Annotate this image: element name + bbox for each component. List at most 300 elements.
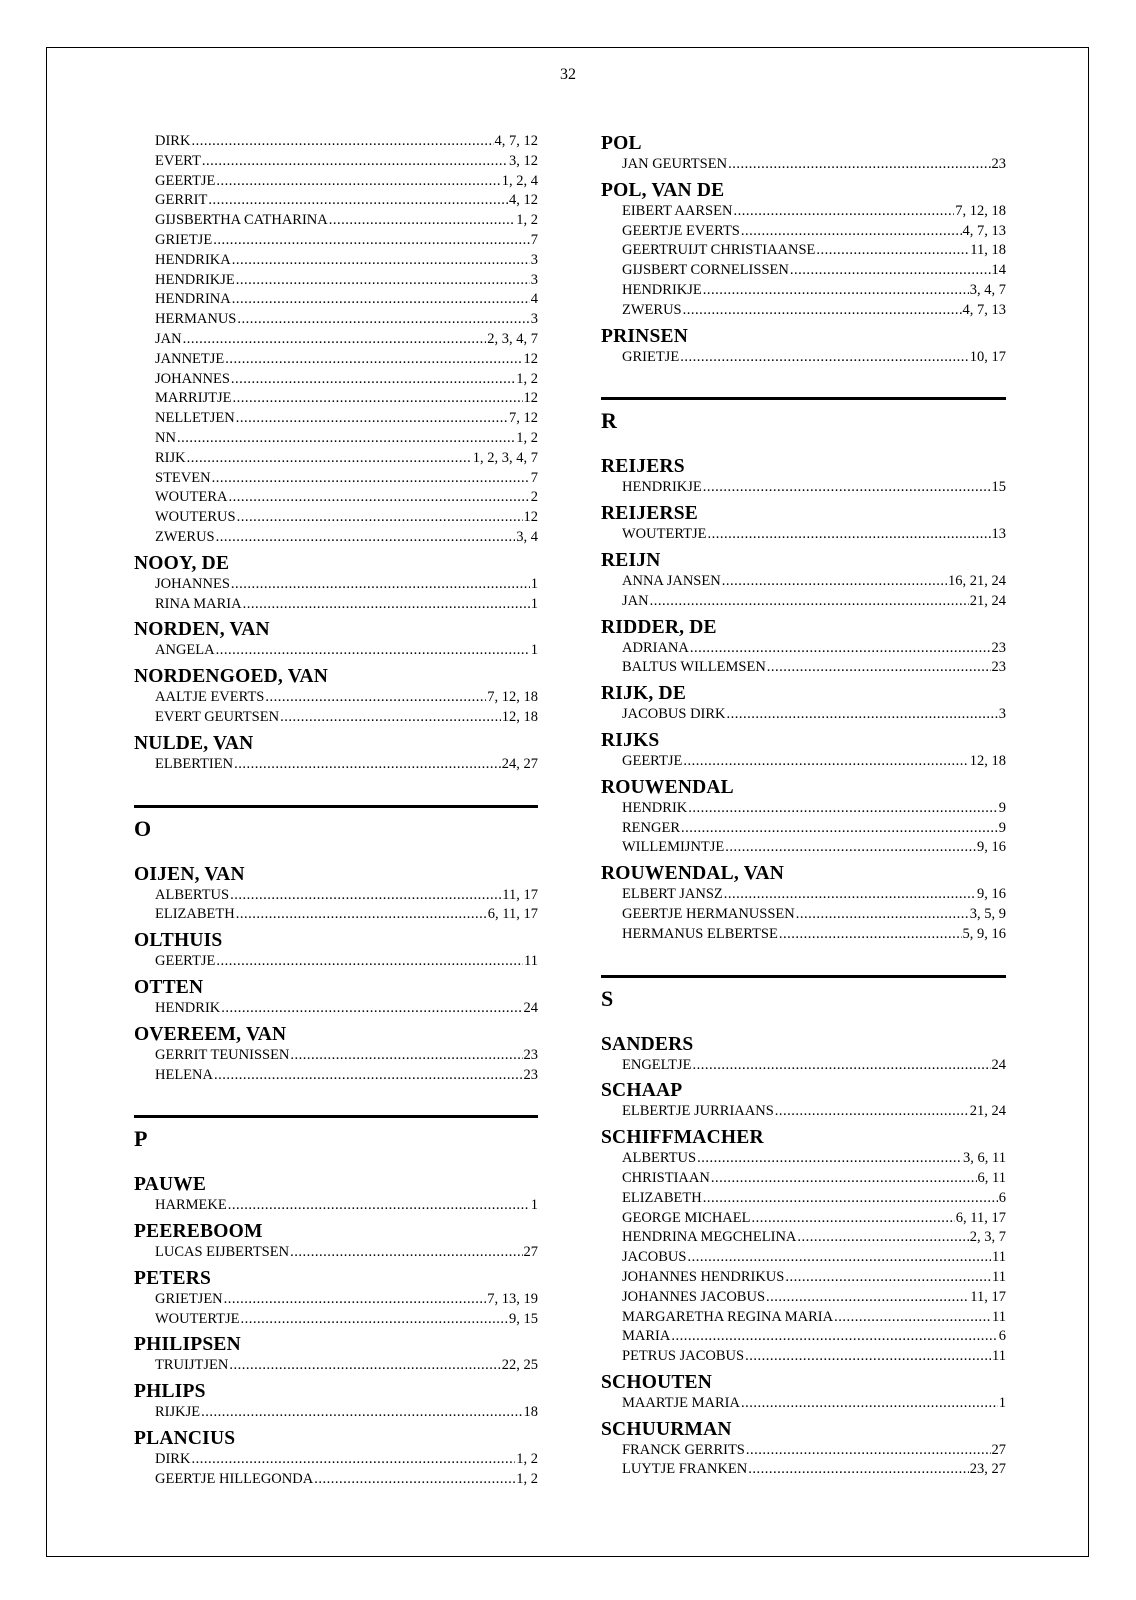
dot-leader	[703, 281, 969, 301]
given-name: GRIETJEN	[155, 1290, 223, 1307]
page-references: 4, 7, 13	[962, 301, 1006, 318]
letter-heading: O	[134, 815, 152, 841]
index-entry	[134, 1310, 538, 1330]
given-name: ALBERTUS	[155, 886, 230, 903]
letter-divider-rule	[601, 397, 1006, 400]
given-name: DIRK	[155, 133, 191, 149]
index-entry	[601, 241, 1006, 261]
given-name: ALBERTUS	[622, 1150, 697, 1167]
surname-heading: ROUWENDAL, VAN	[601, 863, 785, 885]
index-entry	[134, 429, 538, 449]
index-entry	[134, 310, 538, 330]
surname-group	[134, 863, 538, 926]
page-references: 3, 4	[516, 528, 538, 545]
index-entry	[134, 708, 538, 728]
letter-heading: P	[134, 1126, 148, 1152]
surname-heading: REIJERS	[601, 456, 685, 478]
dot-leader	[728, 155, 990, 175]
surname-heading: SANDERS	[601, 1033, 694, 1055]
dot-leader	[234, 755, 501, 775]
surname-group	[134, 665, 538, 728]
given-name: ZWERUS	[622, 301, 682, 318]
page-references: 3, 4, 7	[969, 281, 1006, 298]
dot-leader	[650, 592, 969, 612]
index-entry	[601, 525, 1006, 545]
page-references: 14	[991, 262, 1006, 279]
surname-group	[134, 1267, 538, 1330]
dot-leader	[775, 1102, 969, 1122]
page-references: 23	[991, 639, 1006, 656]
page-references: 27	[523, 1244, 538, 1261]
index-entry	[601, 1460, 1006, 1480]
surname-group	[134, 1427, 538, 1490]
given-name: ELIZABETH	[155, 906, 235, 923]
dot-leader	[688, 799, 998, 819]
given-name: HENDRIKJE	[155, 271, 235, 288]
index-entry	[601, 222, 1006, 242]
index-entry	[601, 1102, 1006, 1122]
dot-leader	[767, 658, 991, 678]
page-references: 5, 9, 16	[962, 925, 1006, 942]
given-name: HENDRIKJE	[622, 479, 702, 496]
index-entry	[134, 575, 538, 595]
surname-heading: SCHAAP	[601, 1080, 683, 1102]
dot-leader	[690, 639, 991, 659]
index-entry	[601, 1209, 1006, 1229]
index-entry	[134, 641, 538, 661]
given-name: GRIETJE	[622, 348, 680, 365]
given-name: EVERT GEURTSEN	[155, 708, 280, 725]
index-entry	[134, 152, 538, 172]
page-references: 7	[530, 231, 538, 248]
dot-leader	[233, 389, 523, 409]
index-entry	[601, 572, 1006, 592]
given-name: GERRIT	[155, 192, 208, 209]
page-references: 23	[991, 659, 1006, 676]
page-references: 1	[530, 642, 538, 659]
index-entry	[134, 488, 538, 508]
surname-group	[134, 1333, 538, 1376]
dot-leader	[746, 1441, 991, 1461]
given-name: HENDRIK	[622, 799, 688, 816]
surname-heading: SCHIFFMACHER	[601, 1127, 764, 1149]
dot-leader	[231, 575, 530, 595]
surname-group	[601, 1418, 1006, 1481]
index-entry	[601, 838, 1006, 858]
page-references: 6, 11, 17	[955, 1209, 1006, 1226]
surname-group	[134, 976, 538, 1019]
page-references: 1, 2, 3, 4, 7	[472, 449, 538, 466]
index-entry	[134, 1450, 538, 1470]
page-references: 12	[523, 390, 538, 407]
dot-leader	[741, 222, 962, 242]
page-references: 23, 27	[969, 1461, 1006, 1478]
surname-heading: PLANCIUS	[134, 1428, 236, 1450]
surname-group	[134, 1173, 538, 1216]
surname-heading: RIDDER, DE	[601, 616, 717, 638]
index-entry	[134, 688, 538, 708]
page-references: 1, 2	[516, 429, 538, 446]
given-name: PETRUS JACOBUS	[622, 1348, 745, 1365]
surname-heading: PEEREBOOM	[134, 1221, 263, 1243]
page-references: 21, 24	[969, 1103, 1006, 1120]
dot-leader	[280, 708, 501, 728]
dot-leader	[766, 1288, 969, 1308]
dot-leader	[241, 1310, 508, 1330]
dot-leader	[290, 1046, 522, 1066]
given-name: WOUTERUS	[155, 509, 236, 526]
given-name: ELBERTIEN	[155, 755, 234, 772]
given-name: JACOBUS DIRK	[622, 706, 726, 723]
given-name: CHRISTIAAN	[622, 1169, 710, 1186]
page-references: 11	[992, 1249, 1006, 1266]
given-name: GEERTJE EVERTS	[622, 222, 740, 239]
given-name: JOHANNES JACOBUS	[622, 1288, 766, 1305]
dot-leader	[212, 469, 530, 489]
index-entry	[601, 905, 1006, 925]
dot-leader	[201, 1403, 522, 1423]
index-column-right	[601, 132, 1006, 1480]
surname-heading: PHLIPS	[134, 1381, 206, 1403]
surname-group	[134, 929, 538, 972]
index-entry	[134, 1196, 538, 1216]
given-name: LUCAS EIJBERTSEN	[155, 1244, 290, 1261]
surname-heading: PAUWE	[134, 1174, 207, 1196]
given-name: RIJKJE	[155, 1404, 201, 1421]
page-references: 15	[991, 479, 1006, 496]
index-entry	[601, 301, 1006, 321]
surname-group	[134, 732, 538, 775]
page-references: 1	[530, 1197, 538, 1214]
given-name: GEERTJE	[155, 953, 216, 970]
surname-heading: SCHOUTEN	[601, 1371, 713, 1393]
dot-leader	[727, 705, 998, 725]
surname-group	[601, 1033, 1006, 1076]
page-references: 1, 2	[516, 1470, 538, 1487]
dot-leader	[683, 301, 962, 321]
given-name: ZWERUS	[155, 528, 215, 545]
given-name: FRANCK GERRITS	[622, 1441, 745, 1458]
page-references: 2	[530, 489, 538, 506]
page-references: 3	[530, 271, 538, 288]
page-references: 22, 25	[501, 1357, 538, 1374]
page-references: 11, 18	[970, 242, 1006, 259]
dot-leader	[779, 925, 962, 945]
surname-heading: NORDEN, VAN	[134, 619, 270, 641]
letter-section	[134, 1115, 538, 1152]
index-entry	[134, 132, 538, 152]
dot-leader	[724, 885, 976, 905]
dot-leader	[208, 191, 508, 211]
dot-leader	[796, 905, 969, 925]
given-name: EIBERT AARSEN	[622, 202, 733, 219]
dot-leader	[213, 231, 530, 251]
given-name: MAARTJE MARIA	[622, 1394, 740, 1411]
index-entry	[134, 469, 538, 489]
page-references: 21, 24	[969, 592, 1006, 609]
index-entry	[134, 251, 538, 271]
surname-group	[134, 1380, 538, 1423]
letter-section	[601, 397, 1006, 434]
index-entry	[601, 592, 1006, 612]
index-entry	[601, 348, 1006, 368]
dot-leader	[790, 261, 991, 281]
index-entry	[134, 595, 538, 615]
index-entry	[601, 705, 1006, 725]
surname-heading: POL, VAN DE	[601, 179, 725, 201]
index-entry	[601, 1288, 1006, 1308]
surname-heading: RIJK, DE	[601, 683, 687, 705]
surname-group	[601, 1126, 1006, 1367]
dot-leader	[237, 508, 523, 528]
index-entry	[601, 658, 1006, 678]
page-references: 3	[998, 706, 1006, 723]
given-name: NELLETJEN	[155, 410, 235, 427]
page-references: 1, 2	[516, 1451, 538, 1468]
surname-group	[601, 1079, 1006, 1122]
page-references: 18	[523, 1404, 538, 1421]
page-references: 12	[523, 509, 538, 526]
dot-leader	[708, 525, 991, 545]
page-references: 7, 12, 18	[955, 202, 1006, 219]
dot-leader	[232, 290, 530, 310]
surname-group	[601, 776, 1006, 858]
given-name: HENDRINA	[155, 291, 231, 308]
given-name: GEERTJE HILLEGONDA	[155, 1470, 314, 1487]
given-name: GEORGE MICHAEL	[622, 1209, 751, 1226]
page-references: 12, 18	[969, 752, 1006, 769]
index-entry	[601, 478, 1006, 498]
page-references: 23	[991, 156, 1006, 172]
page-references: 9, 16	[977, 886, 1006, 903]
page-references: 13	[991, 526, 1006, 543]
page-references: 11, 17	[502, 886, 538, 903]
surname-heading: SCHUURMAN	[601, 1418, 732, 1440]
page-references: 16, 21, 24	[948, 572, 1006, 589]
given-name: JAN	[155, 330, 182, 347]
page-references: 23	[523, 1066, 538, 1083]
surname-heading: PHILIPSEN	[134, 1334, 241, 1356]
page-references: 9, 15	[509, 1310, 538, 1327]
dot-leader	[230, 886, 501, 906]
dot-leader	[216, 641, 530, 661]
given-name: NN	[155, 429, 176, 446]
page-references: 11	[524, 953, 538, 970]
surname-group	[601, 549, 1006, 612]
page-references: 2, 3, 4, 7	[487, 330, 538, 347]
page-number: 32	[560, 66, 576, 83]
letter-section	[601, 975, 1006, 1012]
given-name: JAN	[622, 592, 649, 609]
given-name: ANNA JANSEN	[622, 572, 721, 589]
dot-leader	[687, 1248, 991, 1268]
dot-leader	[243, 595, 530, 615]
page-references: 1, 2, 4	[501, 172, 538, 189]
index-entry	[134, 1046, 538, 1066]
given-name: GIJSBERTHA CATHARINA	[155, 212, 328, 229]
index-entry	[134, 1403, 538, 1423]
surname-group	[134, 1023, 538, 1086]
page-references: 3	[530, 311, 538, 328]
dot-leader	[183, 330, 487, 350]
page-references: 24	[991, 1056, 1006, 1073]
given-name: HENDRIK	[155, 999, 221, 1016]
surname-group	[601, 1371, 1006, 1414]
index-entry	[601, 1056, 1006, 1076]
index-entry	[134, 330, 538, 350]
index-entry	[134, 1356, 538, 1376]
page-references: 4	[530, 291, 538, 308]
index-entry	[134, 211, 538, 231]
dot-leader	[683, 752, 968, 772]
page-references: 6	[998, 1189, 1006, 1206]
dot-leader	[191, 132, 493, 152]
surname-group	[134, 132, 538, 548]
dot-leader	[834, 1308, 991, 1328]
page-references: 9	[998, 799, 1006, 816]
dot-leader	[741, 1394, 998, 1414]
surname-heading: NULDE, VAN	[134, 732, 254, 754]
page-references: 23	[523, 1046, 538, 1063]
given-name: JAN GEURTSEN	[622, 156, 728, 172]
dot-leader	[703, 478, 991, 498]
given-name: ADRIANA	[622, 639, 689, 656]
index-entry	[134, 952, 538, 972]
surname-group	[601, 325, 1006, 368]
dot-leader	[745, 1347, 991, 1367]
given-name: HARMEKE	[155, 1197, 227, 1214]
surname-group	[601, 862, 1006, 944]
surname-heading: REIJN	[601, 549, 661, 571]
page-references: 27	[991, 1441, 1006, 1458]
index-entry	[134, 905, 538, 925]
dot-leader	[202, 152, 508, 172]
page-references: 1, 2	[516, 212, 538, 229]
dot-leader	[236, 905, 487, 925]
page-references: 12	[523, 350, 538, 367]
dot-leader	[290, 1243, 522, 1263]
surname-group	[601, 502, 1006, 545]
letter-divider-rule	[134, 805, 538, 808]
page-references: 24	[523, 999, 538, 1016]
index-entry	[601, 925, 1006, 945]
dot-leader	[224, 1290, 487, 1310]
dot-leader	[229, 488, 530, 508]
letter-heading: R	[601, 408, 617, 434]
page-references: 1	[530, 595, 538, 612]
index-entry	[134, 231, 538, 251]
given-name: WOUTERA	[155, 489, 228, 506]
surname-heading: POL	[601, 133, 642, 154]
index-entry	[601, 1347, 1006, 1367]
index-entry	[134, 508, 538, 528]
index-entry	[134, 191, 538, 211]
letter-divider-rule	[601, 975, 1006, 978]
page-references: 4, 12	[509, 192, 538, 209]
index-entry	[134, 1470, 538, 1490]
given-name: JANNETJE	[155, 350, 225, 367]
dot-leader	[225, 350, 522, 370]
dot-leader	[722, 572, 947, 592]
dot-leader	[221, 999, 522, 1019]
surname-heading: REIJERSE	[601, 503, 698, 525]
page-references: 7, 12	[509, 410, 538, 427]
given-name: JOHANNES	[155, 370, 230, 387]
index-entry	[601, 819, 1006, 839]
given-name: GRIETJE	[155, 231, 213, 248]
dot-leader	[748, 1460, 968, 1480]
index-entry	[134, 290, 538, 310]
surname-group	[601, 616, 1006, 679]
index-entry	[601, 1394, 1006, 1414]
page-references: 7	[530, 469, 538, 486]
page-references: 1	[998, 1394, 1006, 1411]
dot-leader	[671, 1327, 997, 1347]
dot-leader	[314, 1470, 515, 1490]
index-entry	[134, 271, 538, 291]
index-entry	[134, 449, 538, 469]
index-entry	[601, 155, 1006, 175]
page-references: 4, 7, 12	[494, 133, 538, 149]
page-references: 7, 12, 18	[487, 689, 538, 706]
dot-leader	[816, 241, 969, 261]
page-references: 2, 3, 7	[969, 1229, 1006, 1246]
dot-leader	[733, 202, 954, 222]
dot-leader	[693, 1056, 991, 1076]
dot-leader	[231, 370, 515, 390]
page-references: 6, 11, 17	[487, 906, 538, 923]
surname-heading: ROUWENDAL	[601, 776, 734, 798]
given-name: DIRK	[155, 1451, 191, 1468]
dot-leader	[725, 838, 976, 858]
index-entry	[601, 281, 1006, 301]
letter-section	[134, 805, 538, 842]
given-name: EVERT	[155, 152, 201, 169]
given-name: HERMANUS	[155, 311, 237, 328]
given-name: RENGER	[622, 819, 680, 836]
index-entry	[134, 1290, 538, 1310]
index-entry	[601, 1268, 1006, 1288]
given-name: HENDRIKJE	[622, 281, 702, 298]
index-column-left	[134, 132, 538, 1490]
dot-leader	[680, 348, 969, 368]
given-name: WOUTERTJE	[155, 1310, 240, 1327]
surname-group	[134, 618, 538, 661]
dot-leader	[187, 449, 472, 469]
index-entry	[134, 528, 538, 548]
surname-heading: OTTEN	[134, 976, 204, 998]
given-name: HERMANUS ELBERTSE	[622, 925, 778, 942]
dot-leader	[236, 409, 508, 429]
given-name: JOHANNES HENDRIKUS	[622, 1268, 785, 1285]
index-entry	[134, 1066, 538, 1086]
surname-group	[601, 179, 1006, 321]
index-entry	[134, 886, 538, 906]
dot-leader	[785, 1268, 991, 1288]
given-name: GEERTJE HERMANUSSEN	[622, 905, 795, 922]
dot-leader	[703, 1189, 998, 1209]
dot-leader	[228, 1196, 530, 1216]
given-name: RIJK	[155, 449, 186, 466]
index-entry	[134, 409, 538, 429]
dot-leader	[797, 1228, 968, 1248]
surname-group	[134, 552, 538, 615]
dot-leader	[711, 1169, 977, 1189]
given-name: ELBERTJE JURRIAANS	[622, 1103, 774, 1120]
page-references: 11	[992, 1348, 1006, 1365]
given-name: AALTJE EVERTS	[155, 689, 265, 706]
page-references: 4, 7, 13	[962, 222, 1006, 239]
